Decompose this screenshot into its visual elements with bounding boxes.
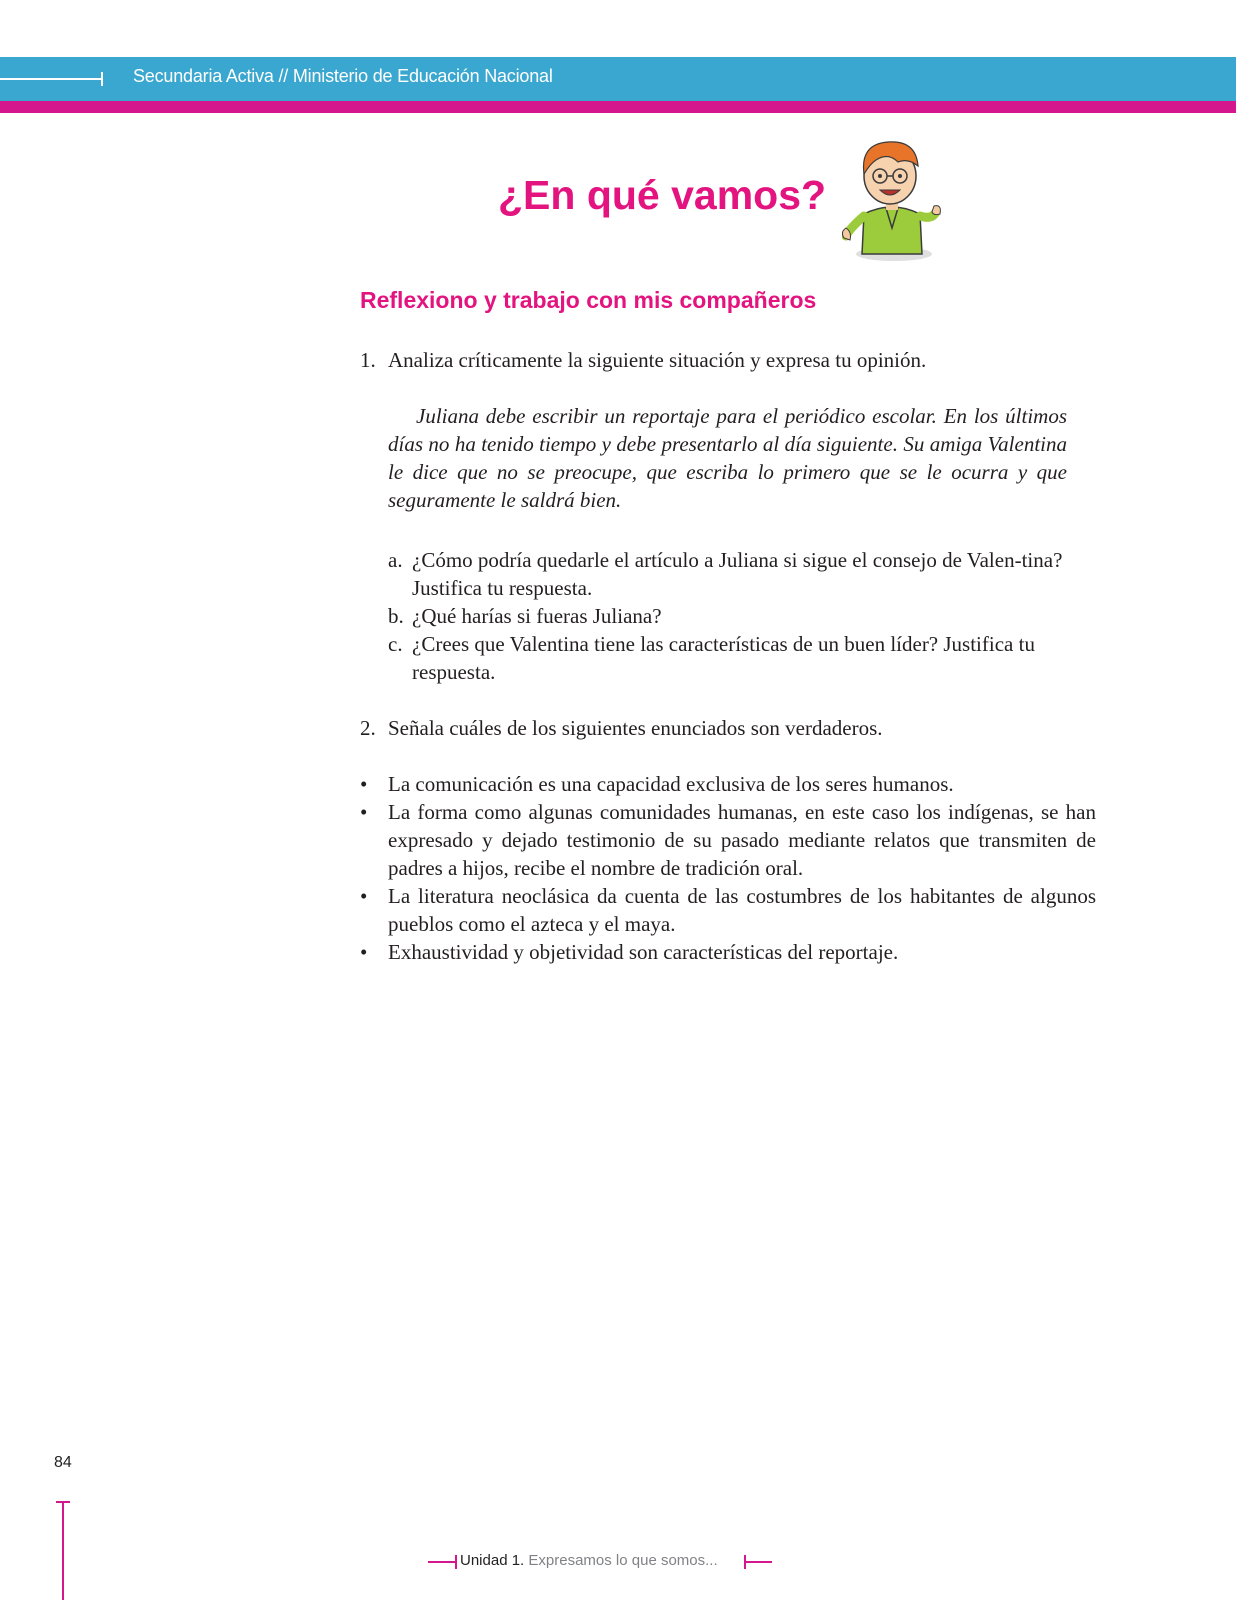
bullet-icon: •	[360, 884, 368, 908]
bullet-icon: •	[360, 800, 368, 824]
page-number: 84	[54, 1454, 72, 1471]
footer-rule-left-tick	[455, 1555, 457, 1569]
header-band	[0, 57, 1236, 101]
subquestion-letter: a.	[388, 548, 403, 572]
bullet-icon: •	[360, 940, 368, 964]
footer-unit-number: Unidad 1.	[460, 1552, 525, 1569]
subquestion-text	[412, 546, 1096, 602]
bullet-icon: •	[360, 772, 368, 796]
statement-item: Exhaustividad y objetividad son características del reportaje.	[388, 940, 899, 964]
subquestion-text: ¿Crees que Valentina tiene las características de un buen líder? Justifica tu respuesta.	[412, 632, 1035, 684]
section-heading: Reflexiono y trabajo con mis compañeros	[360, 287, 817, 313]
footer-rule-left	[428, 1561, 456, 1563]
subquestion-letter: c.	[388, 632, 403, 656]
footer-rule-right	[744, 1561, 772, 1563]
subquestion-text: ¿Qué harías si fueras Juliana?	[412, 604, 662, 628]
header-title: Secundaria Activa // Ministerio de Educación Nacional	[133, 66, 553, 86]
question-text: Analiza críticamente la siguiente situación y expresa tu opinión.	[388, 348, 927, 372]
subquestion-letter: b.	[388, 604, 404, 628]
question-number: 1.	[360, 348, 376, 372]
question-text: Señala cuáles de los siguientes enunciados son verdaderos.	[388, 716, 883, 740]
footer-unit-title: Expresamos lo que somos...	[524, 1552, 718, 1569]
statement-item: La comunicación es una capacidad exclusiva de los seres humanos.	[388, 772, 954, 796]
page-title: ¿En qué vamos?	[498, 172, 827, 218]
header-rule-tick	[101, 72, 103, 86]
header-rule	[0, 78, 103, 80]
question-number: 2.	[360, 716, 376, 740]
subquestion-text-content: ¿Cómo podría quedarle el artículo a Juliana si sigue el consejo de Valen-tina? Justifica tu respuesta.	[412, 548, 1063, 600]
footer-margin-rule	[62, 1502, 64, 1600]
statement-item: La forma como algunas comunidades humanas, en este caso los indígenas, se han expresado y dejado testimonio de su pasado mediante relatos que transmiten de padres a hijos, recibe el nombre de tradición oral.	[388, 800, 1096, 880]
cartoon-boy-icon	[842, 136, 942, 266]
statement-item: La literatura neoclásica da cuenta de las costumbres de los habitantes de algunos pueblos como el azteca y el maya.	[388, 884, 1096, 936]
header-stripe	[0, 101, 1236, 113]
scenario-paragraph: Juliana debe escribir un reportaje para el periódico escolar. En los últimos días no ha tenido tiempo y debe presentarlo al día siguiente. Su amiga Valentina le dice que no se preocupe, que escriba lo primero que se le ocurra y que seguramente le saldrá bien.	[388, 404, 1067, 512]
footer-unit-label	[460, 1552, 718, 1569]
